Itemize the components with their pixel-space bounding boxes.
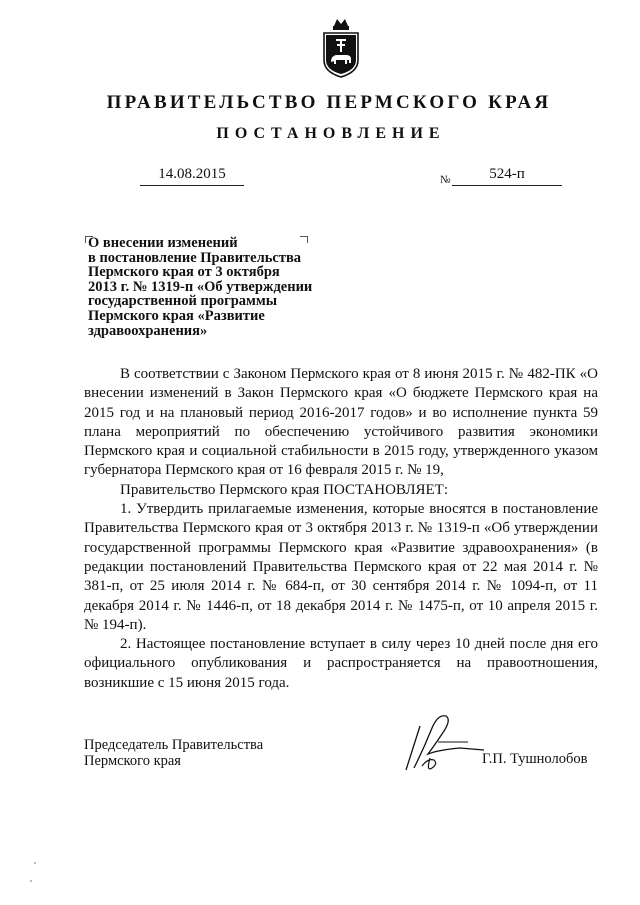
signer-title-line: Председатель Правительства bbox=[84, 737, 264, 753]
signer-title-line: Пермского края bbox=[84, 752, 181, 769]
subject-line: 2013 г. № 1319-п «Об утверждении bbox=[88, 278, 313, 295]
subject-line: О внесении изменений bbox=[88, 235, 238, 251]
document-subject bbox=[88, 236, 338, 338]
body-paragraph: 2. Настоящее постановление вступает в силу через 10 дней после дня его официального опубликования и распространяется на правоотношения, возникшие с 15 июня 2015 года. bbox=[84, 636, 598, 691]
scan-speck bbox=[30, 880, 32, 882]
number-label: № bbox=[440, 174, 451, 186]
subject-line: Пермского края «Развитие bbox=[88, 307, 265, 324]
government-title: ПРАВИТЕЛЬСТВО ПЕРМСКОГО КРАЯ bbox=[106, 92, 552, 113]
body-paragraph: Правительство Пермского края ПОСТАНОВЛЯЕТ: bbox=[120, 481, 449, 498]
document-number: 524-п bbox=[452, 166, 562, 186]
handwritten-signature-icon bbox=[398, 708, 488, 778]
document-date: 14.08.2015 bbox=[140, 166, 244, 186]
document-type-title: ПОСТАНОВЛЕНИЕ bbox=[216, 125, 446, 142]
subject-line: Пермского края от 3 октября bbox=[88, 264, 280, 281]
subject-line: в постановление Правительства bbox=[88, 249, 302, 266]
signer-name: Г.П. Тушнолобов bbox=[482, 751, 588, 767]
body-paragraph: В соответствии с Законом Пермского края от 8 июня 2015 г. № 482-ПК «О внесении изменений в Закон Пермского края «О бюджете Пермского края на 2015 год и на плановый период 2016-2017 годов» и во исполнение пункта 59 плана мероприятий по обеспечению устойчивого развития экономики Пермского края и социальной стабильности в 2015 году, утвержденного указом губернатора Пермского края от 16 февраля 2015 г. № 19, bbox=[84, 366, 598, 479]
body-paragraph: 1. Утвердить прилагаемые изменения, которые вносятся в постановление Правительства Пермского края от 3 октября 2013 г. № 1319-п «Об утверждении государственной программы Пермского края «Развитие здравоохранения» (в редакции постановлений Правительства Пермского края от 22 мая 2014 г. № 381-п, от 25 июля 2014 г. № 684-п, от 30 сентября 2014 г. № 1094-п, от 11 декабря 2014 г. № 1446-п, от 18 декабря 2014 г. № 1475-п, от 10 апреля 2015 г. № 194-п). bbox=[84, 501, 598, 633]
scan-speck bbox=[34, 862, 36, 864]
document-body bbox=[84, 365, 598, 693]
signer-title bbox=[84, 738, 263, 769]
subject-line: государственной программы bbox=[88, 293, 278, 310]
perm-krai-coat-of-arms-icon bbox=[322, 16, 360, 78]
subject-line: здравоохранения» bbox=[88, 322, 208, 339]
